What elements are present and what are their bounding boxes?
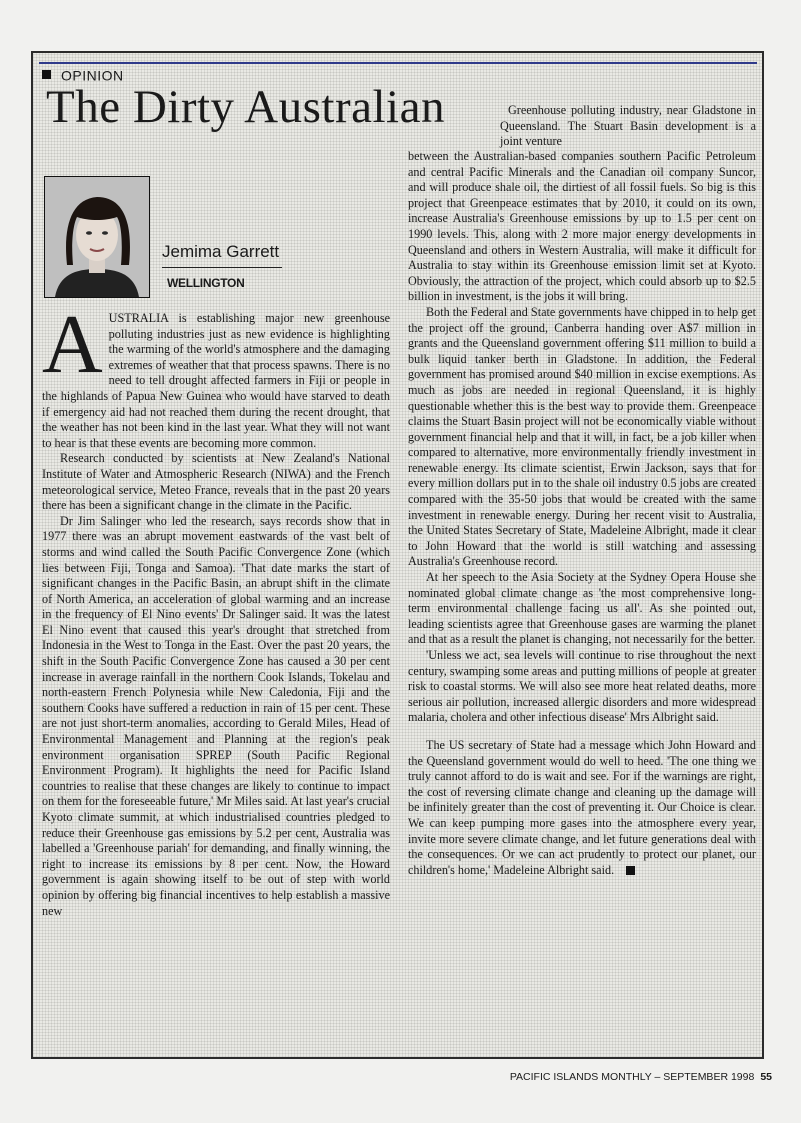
headline: The Dirty Australian — [46, 81, 445, 133]
page-number: 55 — [760, 1071, 772, 1083]
paragraph: The US secretary of State had a message which John Howard and the Queensland government would do well to heed. 'The one thing we truly cannot afford to do is wait and see. For if the warnings are right, the cost of reversing climate change and cleaning up the damage will be infinitely greater than the cost of preventing it. Our Choice is clear. We can keep pumping more gases into the atmosphere every year, invite more severe climate change, and let future generations deal with the consequences. Or we can act prudently to protect our planet, our children's home,' Madeleine Albright said. — [408, 737, 756, 877]
column-2 — [408, 149, 756, 878]
paragraph: between the Australian-based companies southern Pacific Petroleum and central Pacific Minerals and the Canadian oil company Suncor, and will produce shale oil, the dirtiest of all fossil fuels. So big is this project that Greenpeace estimates that by 2010, it could on its own, increase Australia's Greenhouse emissions by up to 1.5 per cent on 1990 levels. This, along with 2 more major energy developments in Queensland and others in Western Australia, will make it difficult for Australia to stay within its Greenhouse emission limit set at Kyoto. Obviously, the attraction of the project, which could absorb up to $2.5 billion in investment, is the jobs it will bring. — [408, 149, 756, 304]
square-bullet-icon — [42, 70, 51, 79]
paragraph: At her speech to the Asia Society at the Sydney Opera House she nominated global climate change as 'the most comprehensive long-term environmental challenge facing us all'. As she pointed out, leading scientists agree that Greenhouse gases are warming the planet and that as a result the planet is changing, not necessarily for the better. — [408, 570, 756, 647]
dateline-location: WELLINGTON — [167, 276, 245, 290]
drop-cap: A — [42, 298, 103, 391]
section-label: OPINION — [42, 66, 124, 83]
author-photo — [44, 176, 150, 298]
column-2-lead: Greenhouse polluting industry, near Gladstone in Queensland. The Stuart Basin development is a joint venture — [500, 103, 756, 149]
end-mark-icon — [626, 866, 635, 875]
author-portrait-icon — [45, 177, 149, 297]
paragraph: Dr Jim Salinger who led the research, says records show that in 1977 there was an abrupt movement eastwards of the vast belt of storms and wind called the South Pacific Convergence Zone (which lies between Fiji, Tonga and Samoa). 'That date marks the start of significant changes in the Pacific Basin, an abrupt shift in the climate of North America, an acceleration of global warming and an increase in the frequency of El Nino events' Dr Salinger said. It was the latest El Nino event that caused this year's drought that stretched from Indonesia in the West to Tonga in the East. Over the past 20 years, the shift in the South Pacific Convergence Zone has caused a 30 per cent increase in average rainfall in the northern Cook Islands, Tokelau and north-eastern French Polynesia while New Caledonia, Fiji and the southern Cooks have suffered a reduction in rain of 15 per cent. These are not just short-term anomalies, according to Gerald Miles, Head of Environmental Management and Planning at the region's peak environment organisation SPREP (South Pacific Regional Environment Program). It highlights the need for Pacific Island countries to realise that these changes are likely to continue to impact on them for the foreseeable future,' Mr Miles said. At last year's crucial Kyoto climate summit, at which industrialised countries pledged to reduce their Greenhouse gas emissions by 5.2 per cent, Australia was labelled a 'Greenhouse pariah' for demanding, and finally winning, the right to increase its emissions by 8 per cent. Now, the Howard government is again showing itself to be out of step with world opinion by offering big financial incentives to help establish a massive new — [42, 513, 390, 918]
paragraph: Research conducted by scientists at New Zealand's National Institute of Water and Atmospheric Research (NIWA) and the French meteorological service, Meteo France, reveals that in the past 20 years there has been a significant change in the climate in the Pacific. — [42, 451, 390, 513]
paragraph: Both the Federal and State governments have chipped in to help get the project off the ground, Canberra handing over A$7 million in grants and the Queensland government offering $11 million to build a bulk liquid tanker berth in Gladstone. In addition, the Federal government has promised around $40 million in excise exemptions. As much as jobs are needed in regional Queensland, it is highly questionable whether this is the best way to provide them. Greenpeace claims the Stuart Basin project will not be economically viable without government financial help and that it will, in fact, be a job killer when compared to alternative, more environmentally friendly investment in renewable energy. Its climate scientist, Erwin Jackson, says that for every million dollars put in to the shale oil industry 0.5 jobs are created compared with the 35-50 jobs that would be created with the same investment in renewable energy. During her recent visit to Australia, the United States Secretary of State, Madeleine Albright, made it clear to John Howard that the world is still watching and assessing Australia's Greenhouse record. — [408, 304, 756, 569]
author-name: Jemima Garrett — [162, 242, 280, 261]
section-rule — [39, 62, 757, 64]
page-footer — [510, 1071, 772, 1083]
publication-info: PACIFIC ISLANDS MONTHLY – SEPTEMBER 1998 — [509, 1071, 755, 1083]
paragraph: AUSTRALIA is establishing major new greenhouse polluting industries just as new evidence is highlighting the warming of the world's atmosphere and the damaging extremes of weather that that process spawns. There is no need to tell drought affected farmers in Fiji or people in the highlands of Papua New Guinea who would have starved to death if emergency aid had not reached them during the recent drought, that the weather has not been kind in the last year. What they will not want to hear is that these events are becoming more common. — [42, 298, 390, 450]
column-1 — [42, 298, 390, 919]
byline-rule — [162, 267, 282, 268]
paragraph: 'Unless we act, sea levels will continue to rise throughout the next century, swamping some areas and putting millions of people at greater risk to coastal storms. We will also see more heat related deaths, more serious air pollution, increased allergic disorders and more widespread malaria, cholera and other infectious disease' Mrs Albright said. — [408, 648, 756, 725]
